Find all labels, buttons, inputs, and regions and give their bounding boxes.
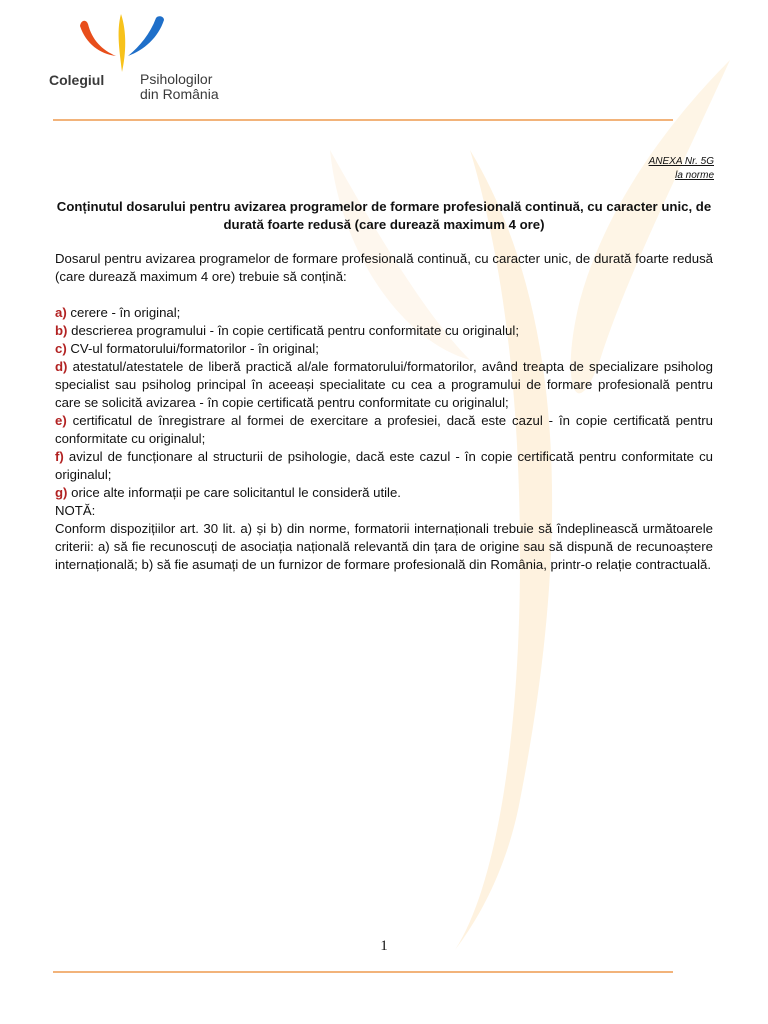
list-item bbox=[55, 448, 713, 484]
list-item-letter: b) bbox=[55, 323, 68, 338]
logo-word-line1: Psihologilor bbox=[140, 71, 213, 87]
list-item-letter: g) bbox=[55, 485, 68, 500]
logo-word-psihologilor bbox=[140, 72, 219, 102]
list-item bbox=[55, 322, 713, 340]
list-item-text: cerere - în original; bbox=[70, 305, 181, 320]
list-item-letter: d) bbox=[55, 359, 68, 374]
list-item-letter: c) bbox=[55, 341, 67, 356]
logo-mark-icon bbox=[78, 14, 168, 72]
list-item bbox=[55, 358, 713, 412]
list-item-text: CV-ul formatorului/formatorilor - în original; bbox=[70, 341, 319, 356]
list-item-letter: f) bbox=[55, 449, 64, 464]
list-item-text: atestatul/atestatele de liberă practică al/ale formatorului/formatorilor, având treapta de specializare psiholog specialist sau psiholog principal în aceeași specialitate cu cea a programului de formare profesională pentru care se solicită avizarea - în copie certificată pentru conformitate cu originalul; bbox=[55, 359, 713, 410]
list-item-letter: a) bbox=[55, 305, 67, 320]
annex-number: ANEXA Nr. 5G bbox=[648, 156, 714, 167]
list-item-text: orice alte informații pe care solicitantul le consideră utile. bbox=[71, 485, 401, 500]
logo-word-line2: din România bbox=[140, 86, 219, 102]
note-label: NOTĂ: bbox=[55, 503, 96, 518]
intro-paragraph: Dosarul pentru avizarea programelor de formare profesională continuă, cu caracter unic, de durată foarte redusă (care durează maximum 4 ore) trebuie să conțină: bbox=[55, 251, 713, 284]
list-item-text: certificatul de înregistrare al formei de exercitare a profesiei, dacă este cazul - în copie certificată pentru conformitate cu originalul; bbox=[55, 413, 713, 446]
list-item bbox=[55, 484, 713, 502]
requirements-list bbox=[55, 304, 713, 502]
list-item bbox=[55, 304, 713, 322]
document-title: Conținutul dosarului pentru avizarea programelor de formare profesională continuă, cu caracter unic, de durată foarte redusă (care durează maximum 4 ore) bbox=[56, 199, 712, 232]
document-body bbox=[55, 250, 713, 574]
list-item-letter: e) bbox=[55, 413, 67, 428]
page-number: 1 bbox=[380, 938, 388, 954]
header-rule bbox=[53, 119, 673, 121]
list-item bbox=[55, 340, 713, 358]
note-text: Conform dispozițiilor art. 30 lit. a) și b) din norme, formatorii internaționali trebuie să îndeplinească următoarele criterii: a) să fie recunoscuți de asociația națională relevantă din țara de origine sau să dispună de recunoaștere internațională; b) să fie asumați de un furnizor de formare profesională din România, printr-o relație contractuală. bbox=[55, 521, 713, 572]
list-item bbox=[55, 412, 713, 448]
header-logo bbox=[45, 14, 245, 106]
annex-subtitle: la norme bbox=[675, 170, 714, 181]
logo-word-colegiul: Colegiul bbox=[49, 72, 105, 88]
footer-rule bbox=[53, 971, 673, 973]
list-item-text: descrierea programului - în copie certificată pentru conformitate cu originalul; bbox=[71, 323, 519, 338]
annex-reference bbox=[649, 155, 714, 183]
list-item-text: avizul de funcționare al structurii de psihologie, dacă este cazul - în copie certificată pentru conformitate cu originalul; bbox=[55, 449, 713, 482]
